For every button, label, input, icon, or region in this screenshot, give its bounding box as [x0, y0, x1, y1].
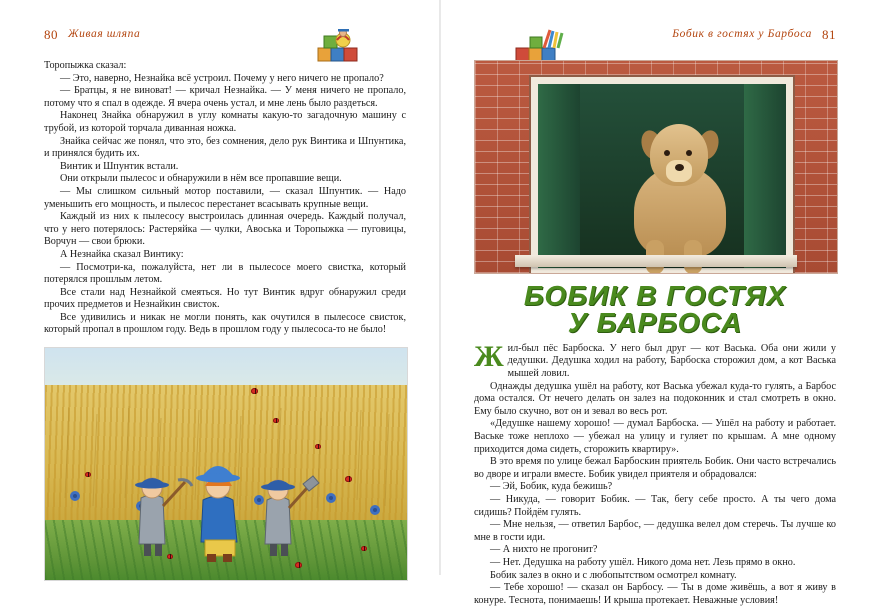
dog-eye-left — [664, 150, 670, 156]
ladybug-icon — [251, 388, 258, 394]
right-running-head — [474, 26, 836, 60]
paragraph: — Посмотри-ка, пожалуйста, нет ли в пылесосе моего свистка, который потерялся прошлым летом. — [44, 261, 406, 286]
paragraph: — Эй, Бобик, куда бежишь? — [490, 481, 613, 493]
window-frame — [531, 77, 793, 274]
paragraph: — Мы слишком сильный мотор поставили, — сказал Шпунтик. — Надо уменьшить его мощность, и пылесос перестанет всасывать крупные вещи. — [44, 185, 406, 210]
paragraph: Винтик и Шпунтик встали. — [60, 160, 179, 172]
ladybug-icon — [295, 562, 302, 568]
paragraph: — Тебе хорошо! — сказал он Барбосу. — Ты в доме живёшь, а вот я живу в конуре. Теснота, понимаешь! И крыша протекает. Неважные условия! — [474, 582, 836, 606]
paragraph: — Нет. Дедушка на работу ушёл. Никого дома нет. Лезь прямо в окно. — [490, 556, 796, 568]
dog-nose — [675, 164, 684, 171]
ladybug-icon — [167, 554, 173, 559]
dog-figure — [620, 124, 740, 274]
ladybug-icon — [315, 444, 321, 449]
window-dog-illustration — [474, 60, 838, 274]
paragraph: — Никуда, — говорит Бобик. — Так, бегу себе просто. А ты чего дома сидишь? Пойдём гулять. — [474, 494, 836, 518]
left-page — [0, 0, 440, 575]
paragraph: Торопыжка сказал: — [44, 60, 127, 71]
toy-blocks-decoration-icon — [310, 28, 370, 62]
paragraph: Знайка сейчас же понял, что это, без сомнения, дело рук Винтика и Шпунтика, и принялся будить их. — [44, 135, 406, 160]
right-page-body — [474, 339, 836, 607]
left-folio: 80 — [44, 27, 58, 42]
drop-cap: Ж — [474, 339, 504, 373]
chapter-title — [474, 282, 836, 337]
paragraph: «Дедушке нашему хорошо! — думал Барбоска. — Ушёл на работу и работает. Ваське тоже неплохо — убежал на улицу и гуляет по крышам. А мне одному приходится дома сидеть, сторожить квартиру». — [474, 418, 836, 455]
toy-blocks-decoration-icon — [510, 28, 570, 62]
ladybug-icon — [345, 476, 352, 482]
paragraph: Однажды дедушка ушёл на работу, кот Васька убежал куда-то гулять, а Барбос дома остался. От нечего делать он залез на подоконник и стал смотреть в окно. Ему было скучно, вот он и зевал во весь рот. — [474, 380, 836, 417]
ladybug-icon — [273, 418, 279, 423]
paragraph: Бобик залез в окно и с любопытством осмотрел комнату. — [490, 569, 737, 581]
ladybug-icon — [361, 546, 367, 551]
left-page-body — [44, 60, 406, 337]
paragraph: Все стали над Незнайкой смеяться. Но тут Винтик вдруг обнаружил среди прочих предметов и Незнайкин свисток. — [44, 286, 406, 311]
paragraph: В это время по улице бежал Барбоскин приятель Бобик. Они часто встречались во дворе и играли вместе. Бобик увидел приятеля и обрадовался: — [474, 456, 836, 480]
paragraph: — Мне нельзя, — ответил Барбос, — дедушка велел дом стеречь. Ты лучше ко мне в гости иди. — [474, 519, 836, 543]
paragraph: — Это, наверно, Незнайка всё устроил. Почему у него ничего не пропало? — [60, 72, 384, 84]
paragraph: Каждый из них к пылесосу выстроилась длинная очередь. Каждый получал, что у него потерялось: Растеряйка — чулки, Авоська и Торопыжка — пуговицы, Ворчун — свои брюки. — [44, 211, 406, 248]
right-folio: 81 — [822, 27, 836, 42]
left-running-title: Живая шляпа — [68, 28, 141, 40]
left-running-head — [44, 26, 406, 60]
illustration-details — [45, 348, 407, 580]
right-page — [440, 0, 880, 606]
paragraph: — А нихто не прогонит? — [490, 544, 598, 556]
dog-eye-right — [686, 150, 692, 156]
paragraph: — Братцы, я не виноват! — кричал Незнайка. — У меня ничего не пропало, потому что я спал в одежде. Я вчера очень устал, и мне лень было раздеться. — [44, 85, 406, 109]
curtain-right — [744, 84, 786, 268]
paragraph: Все удивились и никак не могли понять, как очутился в пылесосе свисток, который пропал в прошлом году. Ведь в прошлом году у пылесоса-то не было! — [44, 311, 406, 336]
paragraph: Наконец Знайка обнаружил в углу комнаты какую-то загадочную машину с трубой, из которой торчала диванная ножка. — [44, 110, 406, 134]
first-paragraph-text: ил-был пёс Барбоска. У него был друг — кот Васька. Оба они жили у дедушки. Дедушка ходил на работу, Барбоска сторожил дом, а кот Васька мышей ловил. — [507, 342, 836, 380]
first-paragraph — [474, 339, 836, 381]
chapter-title-line-2: У БАРБОСА — [567, 307, 743, 339]
window-sill — [515, 255, 797, 267]
chapter-title-line-1: БОБИК В ГОСТЯХ — [523, 280, 787, 311]
right-running-title: Бобик в гостях у Барбоса — [672, 28, 812, 40]
curtain-left — [538, 84, 580, 268]
ladybug-icon — [85, 472, 91, 477]
paragraph: А Незнайка сказал Винтику: — [60, 248, 184, 260]
wheat-field-illustration — [44, 347, 408, 581]
paragraph: Они открыли пылесос и обнаружили в нём все пропавшие вещи. — [60, 173, 342, 185]
